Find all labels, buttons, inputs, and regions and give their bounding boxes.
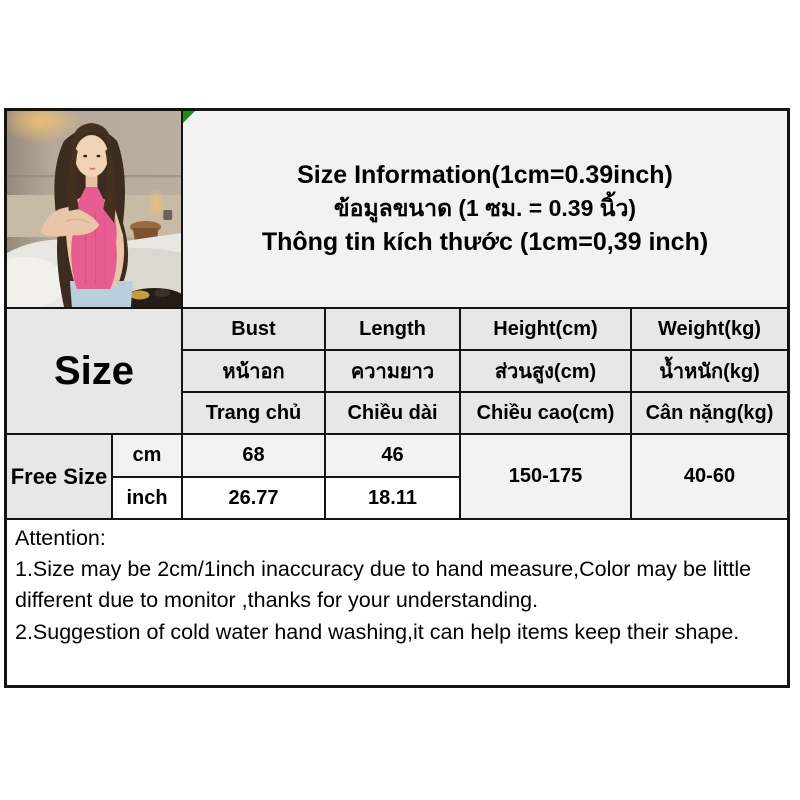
attention-note-2: 2.Suggestion of cold water hand washing,it can help items keep their shape. [15, 619, 740, 644]
value-bust-cm: 68 [183, 435, 324, 476]
value-length-inch: 18.11 [326, 478, 459, 518]
header-height-th: ส่วนสูง(cm) [461, 351, 630, 391]
model-photo [7, 111, 181, 307]
header-height-vi: Chiều cao(cm) [461, 393, 630, 433]
attention-notes [7, 520, 787, 685]
green-corner-flag-icon [183, 111, 195, 123]
size-chart-table [4, 108, 790, 688]
unit-label-cm: cm [113, 435, 181, 476]
attention-heading: Attention: [15, 526, 106, 550]
header-weight-th: น้ำหนัก(kg) [632, 351, 787, 391]
header-weight-en: Weight(kg) [632, 309, 787, 349]
value-length-cm: 46 [326, 435, 459, 476]
model-photo-illustration [7, 111, 181, 307]
size-label: Size [7, 309, 181, 433]
header-length-en: Length [326, 309, 459, 349]
value-height-range: 150-175 [461, 435, 630, 518]
header-bust-en: Bust [183, 309, 324, 349]
attention-note-1b: different due to monitor ,thanks for your understanding. [15, 588, 539, 613]
header-height-en: Height(cm) [461, 309, 630, 349]
row-label-free-size: Free Size [7, 435, 111, 518]
header-length-th: ความยาว [326, 351, 459, 391]
header-length-vi: Chiều dài [326, 393, 459, 433]
value-weight-range: 40-60 [632, 435, 787, 518]
header-bust-vi: Trang chủ [183, 393, 324, 433]
title-english: Size Information(1cm=0.39inch) [297, 160, 673, 189]
title-thai: ข้อมูลขนาด (1 ซม. = 0.39 นิ้ว) [333, 195, 637, 222]
title-block [183, 111, 787, 307]
value-bust-inch: 26.77 [183, 478, 324, 518]
header-bust-th: หน้าอก [183, 351, 324, 391]
unit-label-inch: inch [113, 478, 181, 518]
attention-note-1a: 1.Size may be 2cm/1inch inaccuracy due to hand measure,Color may be little [15, 557, 752, 582]
title-vietnamese: Thông tin kích thước (1cm=0,39 inch) [261, 227, 709, 256]
header-weight-vi: Cân nặng(kg) [632, 393, 787, 433]
